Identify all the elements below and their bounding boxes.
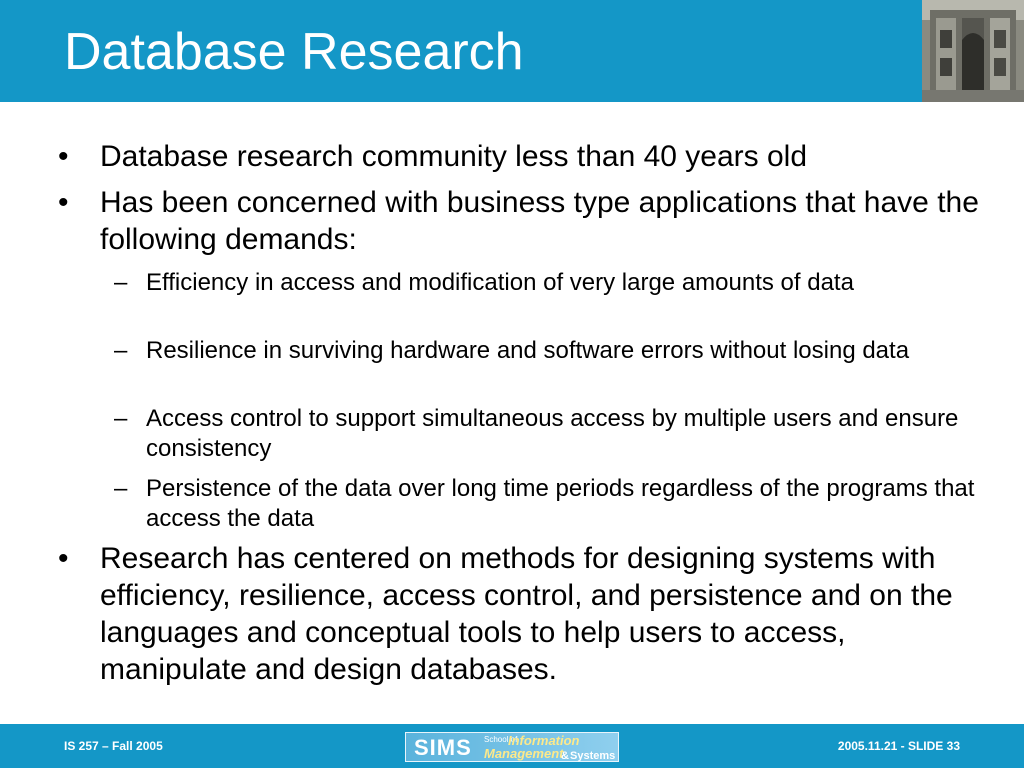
sub-bullet-text: Resilience in surviving hardware and software errors without losing data xyxy=(146,337,910,364)
logo-information: Information xyxy=(508,733,580,748)
slide-number: 2005.11.21 - SLIDE 33 xyxy=(837,739,960,753)
bullet-text: Research has centered on methods for designing systems with efficiency, resilience, access control, and persistence and on the languages and conceptual tools to help users to access, manipulate and design databases. xyxy=(100,542,953,686)
bullet-item xyxy=(58,540,980,688)
bullet-mark: • xyxy=(58,140,69,173)
logo-management: Management xyxy=(484,746,564,761)
building-photo xyxy=(922,0,1024,102)
logo-systems: Systems xyxy=(570,750,616,762)
bullet-item xyxy=(58,138,980,175)
logo-school-of: School of xyxy=(484,735,518,744)
bullet-text: Has been concerned with business type applications that have the following demands: xyxy=(100,186,979,256)
sub-bullet-mark: – xyxy=(114,405,128,432)
sub-bullet-item xyxy=(114,268,976,298)
bullet-item xyxy=(58,184,980,258)
sub-bullet-mark: – xyxy=(114,337,128,364)
logo-ampersand: & xyxy=(561,750,569,762)
bullet-mark: • xyxy=(58,542,69,575)
sub-bullet-text: Persistence of the data over long time periods regardless of the programs that access the data xyxy=(146,475,975,532)
sub-bullet-item xyxy=(114,336,976,366)
sub-bullet-mark: – xyxy=(114,269,128,296)
sub-bullet-text: Access control to support simultaneous access by multiple users and ensure consistency xyxy=(146,405,959,462)
sub-bullet-item xyxy=(114,404,976,464)
slide-body xyxy=(0,138,1024,724)
course-label: IS 257 – Fall 2005 xyxy=(64,739,163,753)
sub-bullet-text: Efficiency in access and modification of very large amounts of data xyxy=(146,269,854,296)
slide-footer xyxy=(0,724,1024,768)
logo-sims-text: SIMS xyxy=(414,735,472,760)
slide-header xyxy=(0,0,1024,102)
slide-title: Database Research xyxy=(64,23,524,81)
sims-logo xyxy=(405,732,619,762)
bullet-text: Database research community less than 40 years old xyxy=(100,140,808,173)
sub-bullet-mark: – xyxy=(114,475,128,502)
sub-bullet-item xyxy=(114,474,976,534)
bullet-mark: • xyxy=(58,186,69,219)
building-photo-icon xyxy=(922,0,1024,102)
